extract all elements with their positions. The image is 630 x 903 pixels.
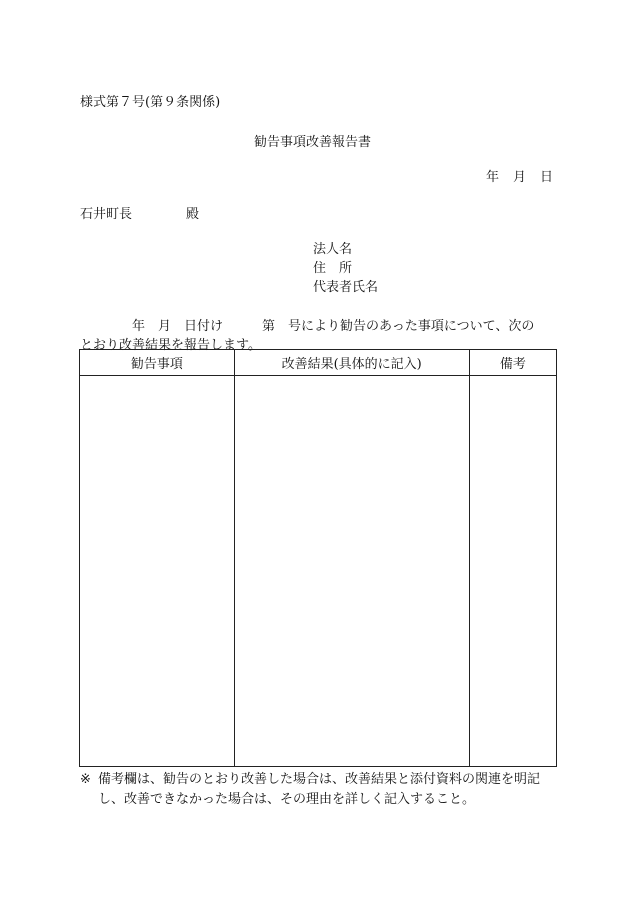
addressee-honorific: 殿 [186, 207, 200, 222]
header-improvement-results: 改善結果(具体的に記入) [234, 350, 469, 376]
date-line [486, 171, 553, 184]
representative-name-label: 代表者氏名 [313, 280, 379, 295]
recommendation-items-cell[interactable] [80, 376, 235, 767]
reporter-block [313, 243, 378, 300]
body-line-1: 年 月 日付け 第 号により勧告のあった事項について、次の [132, 319, 535, 334]
improvement-results-cell[interactable] [234, 376, 469, 767]
corporation-name-label: 法人名 [313, 242, 353, 257]
note-line-1: 備考欄は、勧告のとおり改善した場合は、改善結果と添付資料の関連を明記 [98, 772, 541, 787]
date-day: 日 [540, 170, 554, 185]
date-month: 月 [513, 170, 527, 185]
header-recommendation-items: 勧告事項 [80, 350, 235, 376]
date-year: 年 [486, 170, 500, 185]
footnote [80, 770, 560, 810]
note-line-2: し、改善できなかった場合は、その理由を詳しく記入すること。 [98, 792, 476, 807]
address-label: 住 所 [313, 261, 353, 276]
body-line-2: とおり改善結果を報告します。 [80, 338, 261, 353]
form-number: 様式第７号(第９条関係) [80, 95, 221, 110]
remarks-cell[interactable] [469, 376, 556, 767]
addressee-name: 石井町長 [80, 207, 133, 222]
report-table [79, 349, 557, 767]
note-mark: ※ [80, 772, 91, 787]
table-header-row [80, 350, 557, 376]
table-row [80, 376, 557, 767]
header-remarks: 備考 [469, 350, 556, 376]
document-title: 勧告事項改善報告書 [254, 135, 372, 150]
